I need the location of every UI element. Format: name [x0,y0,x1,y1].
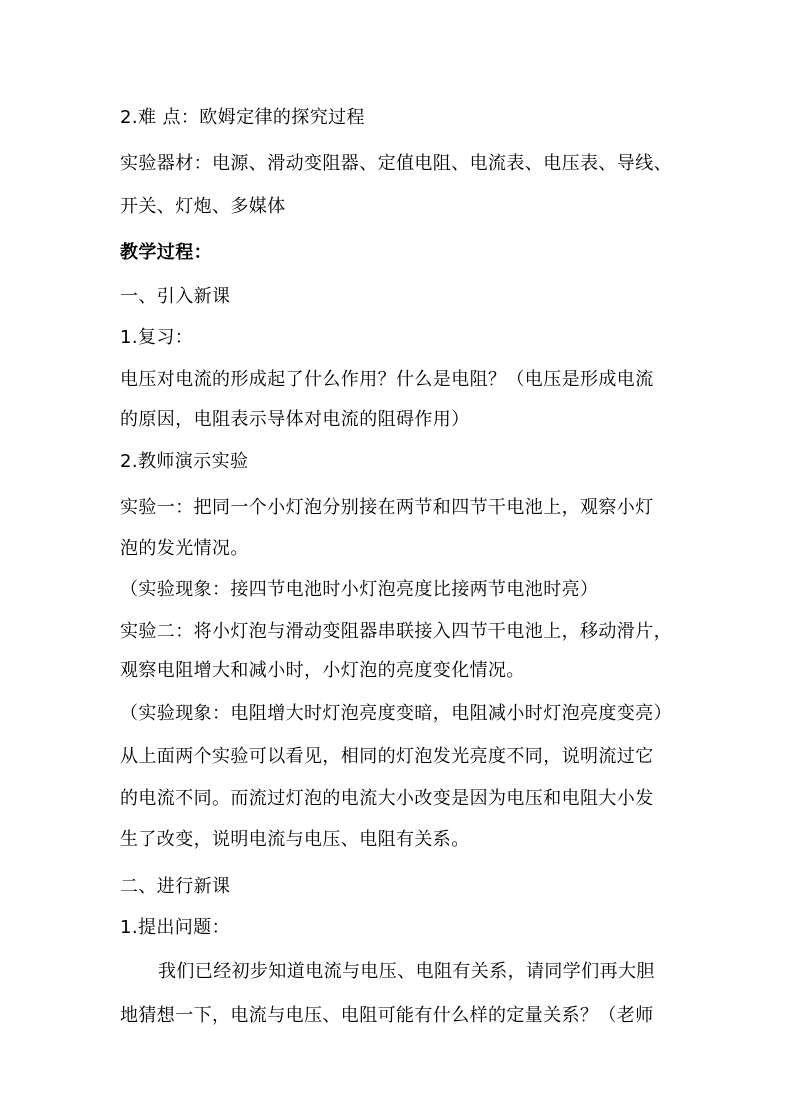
question-paragraph-line-2: 地猜想一下，电流与电压、电阻可能有什么样的定量关系？（老师 [120,1005,654,1026]
materials-line-1: 实验器材：电源、滑动变阻器、定值电阻、电流表、电压表、导线、 [120,153,672,174]
subheading-introduce-lesson: 一、引入新课 [120,286,231,307]
experiment-one-line-1: 实验一：把同一个小灯泡分别接在两节和四节干电池上，观察小灯 [120,497,654,518]
difficulty-line: 2.难 点：欧姆定律的探究过程 [120,107,365,128]
paragraph-review-line-1: 电压对电流的形成起了什么作用？什么是电阻？（电压是形成电流 [120,369,654,390]
experiment-two-line-2: 观察电阻增大和减小时，小灯泡的亮度变化情况。 [120,660,525,681]
experiment-one-line-2: 泡的发光情况。 [120,538,249,559]
question-paragraph-line-1: 我们已经初步知道电流与电压、电阻有关系，请同学们再大胆 [158,961,655,982]
item-review: 1.复习： [120,327,194,348]
conclusion-line-1: 从上面两个实验可以看见，相同的灯泡发光亮度不同，说明流过它 [120,746,654,767]
conclusion-line-2: 的电流不同。而流过灯泡的电流大小改变是因为电压和电阻大小发 [120,788,654,809]
subheading-new-lesson: 二、进行新课 [120,876,231,897]
experiment-two-line-1: 实验二：将小灯泡与滑动变阻器串联接入四节干电池上，移动滑片， [120,621,672,642]
item-raise-question: 1.提出问题： [120,917,230,938]
conclusion-line-3: 生了改变，说明电流与电压、电阻有关系。 [120,829,470,850]
paragraph-review-line-2: 的原因，电阻表示导体对电流的阻碍作用） [120,409,470,430]
item-teacher-demo: 2.教师演示实验 [120,451,249,472]
section-heading-teaching-process: 教学过程： [120,242,212,263]
experiment-one-result: （实验现象：接四节电池时小灯泡亮度比接两节电池时亮） [120,579,599,600]
materials-line-2: 开关、灯炮、多媒体 [120,196,286,217]
experiment-two-result: （实验现象：电阻增大时灯泡亮度变暗，电阻减小时灯泡亮度变亮） [120,703,672,724]
